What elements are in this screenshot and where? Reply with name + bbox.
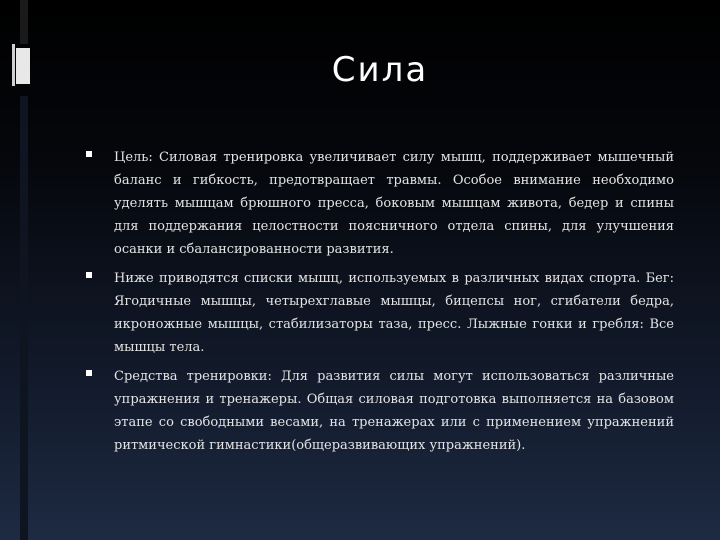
bullet-item: [86, 267, 674, 359]
slide-title: Сила: [331, 50, 429, 90]
bullet-square-icon: [86, 370, 92, 376]
bullet-item: [86, 365, 674, 457]
bullet-square-icon: [86, 272, 92, 278]
bullet-list: [86, 146, 674, 463]
bullet-item: [86, 146, 674, 261]
bullet-square-icon: [86, 151, 92, 157]
bullet-text: Цель: Силовая тренировка увеличивает силу мышц, поддерживает мышечный баланс и гибкость, предотвращает травмы. Особое внимание необходимо уделять мышцам брюшного пресса, боковым мышцам живота, бедер и спины для поддержания целостности поясничного отдела спины, для улучшения осанки и сбалансированности развития.: [114, 150, 674, 257]
bullet-text: Средства тренировки: Для развития силы могут использоваться различные упражнения и тренажеры. Общая силовая подготовка выполняется на базовом этапе со свободными весами, на тренажерах или с применением упражнений ритмической гимнастики(общеразвивающих упражнений).: [114, 369, 674, 453]
decorative-bar-top: [20, 0, 28, 44]
decorative-bar-bottom: [20, 96, 28, 540]
bullet-text: Ниже приводятся списки мышц, используемых в различных видах спорта. Бег: Ягодичные мышцы, четырехглавые мышцы, бицепсы ног, сгибатели бедра, икроножные мышцы, стабилизаторы таза, пресс. Лыжные гонки и гребля: Все мышцы тела.: [114, 271, 674, 355]
